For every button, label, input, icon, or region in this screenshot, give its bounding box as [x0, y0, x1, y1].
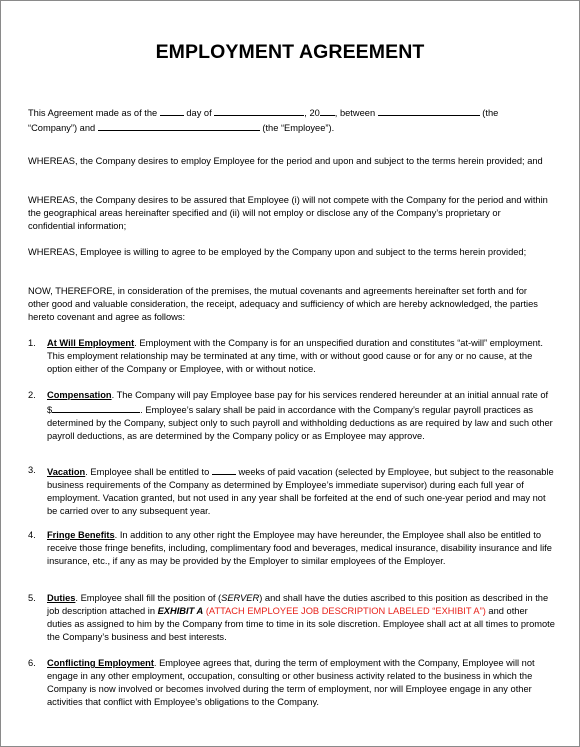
intro-text-f: “Company”) and	[28, 123, 98, 133]
section-text: . Employment with the Company is for an unspecified duration and constitutes “at-will” employment. This employment relationship may be terminated at any time, with or without good cause or for any or no cause, at the option either of the Company or Employee, with or without notice.	[47, 338, 543, 374]
employee-name-blank	[98, 120, 260, 131]
section-at-will-employment	[28, 337, 558, 376]
salary-blank	[52, 402, 140, 413]
section-heading: Fringe Benefits	[47, 530, 115, 540]
section-duties	[28, 592, 558, 644]
section-text-c: and other duties as assigned to him by the Company from time to time in its sole discretion. Employee shall act at all times to promote the Company’s business and best interests.	[47, 606, 555, 642]
intro-text-d: , between	[334, 108, 378, 118]
intro-text-b: day of	[183, 108, 215, 118]
exhibit-reference: EXHIBIT A	[157, 606, 204, 616]
section-text-b: weeks of paid vacation (selected by Employee, but subject to the reasonable business requirements of the Company as determined by Employee’s immediate supervisor) during each full year of employment. Vacation granted, but not used in any year shall be forfeited at the end of such one-year period and may not be carried over to any subsequent year.	[47, 467, 554, 516]
whereas-paragraph-3: WHEREAS, Employee is willing to agree to be employed by the Company upon and subject to the terms herein provided;	[28, 247, 527, 257]
attach-job-description-note: (ATTACH EMPLOYEE JOB DESCRIPTION LABELED “EXHIBIT A”)	[203, 606, 486, 616]
section-heading: Vacation	[47, 467, 86, 477]
intro-text-e: (the	[479, 108, 499, 118]
section-text-a: . The Company will pay Employee base pay for his services rendered hereunder at an initial annual rate of $	[47, 390, 549, 415]
section-text: . Employee agrees that, during the term of employment with the Company, Employee will not engage in any other employment, occupation, consulting or other business activity related to the business in which the Company is now involved or becomes involved during the term of employment, nor will Employee engage in any other activities that conflict with Employee’s obligations to the Company.	[47, 658, 535, 707]
position-name: SERVER	[221, 593, 260, 603]
section-heading: Conflicting Employment	[47, 658, 154, 668]
section-number: 6.	[28, 658, 36, 668]
section-compensation	[28, 389, 558, 443]
section-text-a: . Employee shall be entitled to	[85, 467, 212, 477]
vacation-weeks-blank	[212, 464, 236, 475]
section-fringe-benefits	[28, 529, 558, 568]
company-name-blank	[378, 105, 480, 116]
section-text: . In addition to any other right the Employee may have hereunder, the Employee shall also be entitled to receive those fringe benefits, including, complimentary food and beverages, medical insurance, disability insurance and life insurance, etc., if any as may be provided by the Employer to similar employees of the Employer.	[47, 530, 552, 566]
intro-paragraph	[28, 105, 550, 135]
intro-text-g: (the “Employee”).	[259, 123, 335, 133]
whereas-paragraph-2: WHEREAS, the Company desires to be assured that Employee (i) will not compete with the Company for the period and within the geographical areas hereinafter specified and (ii) will not employ or disclose any of the Company’s proprietary or confidential information;	[28, 195, 548, 231]
year-blank	[320, 105, 335, 116]
section-text-b: . Employee’s salary shall be paid in accordance with the Company’s regular payroll practices as determined by the Company, subject only to such payroll and withholding deductions as are required by law and such other payroll deductions, as are determined by the Company policy or as Employee may approve.	[47, 405, 553, 441]
section-number: 1.	[28, 338, 36, 348]
whereas-paragraph-1: WHEREAS, the Company desires to employ Employee for the period and upon and subject to the terms herein provided; and	[28, 156, 543, 166]
intro-text-c: , 20	[304, 108, 320, 118]
section-conflicting-employment	[28, 657, 558, 709]
intro-text-a: This Agreement made as of the	[28, 108, 160, 118]
now-therefore-paragraph: NOW, THEREFORE, in consideration of the premises, the mutual covenants and agreements hereinafter set forth and for other good and valuable consideration, the receipt, adequacy and sufficiency of which are hereby acknowledged, the parties hereto covenant and agree as follows:	[28, 286, 538, 322]
day-blank	[160, 105, 184, 116]
section-number: 4.	[28, 530, 36, 540]
section-heading: At Will Employment	[47, 338, 135, 348]
section-heading: Duties	[47, 593, 76, 603]
section-number: 5.	[28, 593, 36, 603]
section-heading: Compensation	[47, 390, 112, 400]
section-number: 2.	[28, 390, 36, 400]
section-vacation	[28, 464, 558, 518]
month-blank	[214, 105, 304, 116]
section-number: 3.	[28, 465, 36, 475]
document-title: EMPLOYMENT AGREEMENT	[155, 41, 425, 63]
section-text-a: . Employee shall fill the position of (	[75, 593, 222, 603]
section-text-b: ) and shall have the duties ascribed to this position as described in the job description attached in	[47, 593, 549, 616]
